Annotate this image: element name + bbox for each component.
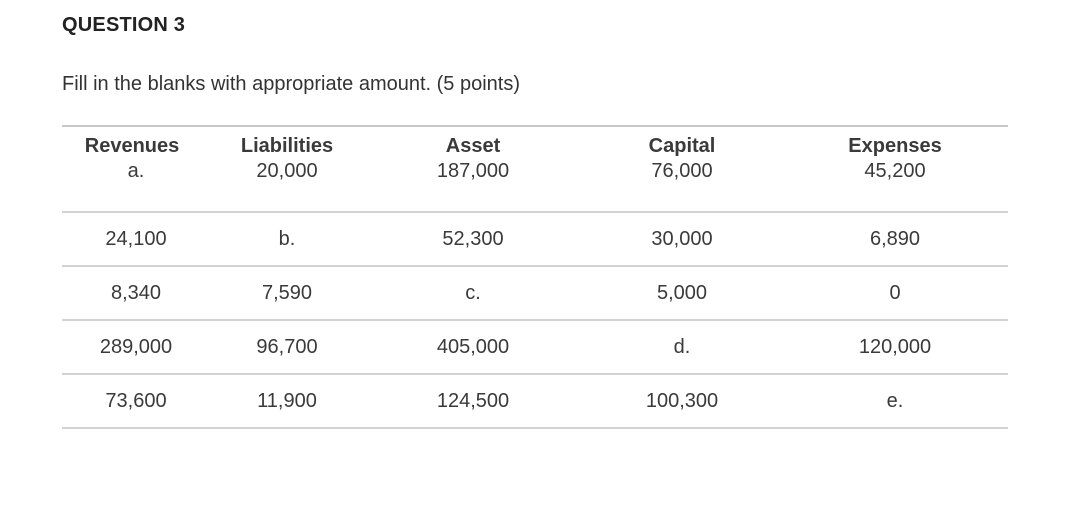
header-revenues: Revenues (84, 135, 180, 157)
table-row (62, 159, 1008, 212)
cell-expenses: 6,890 (869, 228, 921, 250)
cell-capital: d. (673, 336, 691, 358)
cell-revenues: 8,340 (110, 282, 162, 304)
accounting-table (62, 125, 1008, 429)
cell-asset: c. (465, 282, 481, 304)
question-instruction: Fill in the blanks with appropriate amount. (5 points) (62, 73, 521, 95)
cell-liabilities: 96,700 (256, 336, 318, 358)
table-row (62, 212, 1008, 266)
accounting-table-container (62, 125, 1008, 429)
cell-expenses: 45,200 (864, 160, 926, 182)
table-row (62, 320, 1008, 374)
header-liabilities: Liabilities (240, 135, 334, 157)
cell-expenses: e. (886, 390, 904, 412)
cell-revenues: 289,000 (99, 336, 173, 358)
table-row (62, 374, 1008, 428)
table-header-row (62, 126, 1008, 159)
cell-asset: 187,000 (436, 160, 510, 182)
header-capital: Capital (648, 135, 716, 157)
cell-capital: 5,000 (656, 282, 708, 304)
cell-expenses: 0 (889, 282, 901, 304)
cell-capital: 30,000 (651, 228, 713, 250)
cell-liabilities: 11,900 (257, 390, 317, 412)
cell-revenues: a. (127, 160, 145, 182)
header-asset: Asset (445, 135, 501, 157)
cell-revenues: 73,600 (105, 390, 167, 412)
question-title: QUESTION 3 (62, 14, 186, 36)
cell-expenses: 120,000 (858, 336, 932, 358)
cell-liabilities: b. (278, 228, 296, 250)
cell-asset: 52,300 (442, 228, 504, 250)
table-row (62, 266, 1008, 320)
cell-liabilities: 20,000 (256, 160, 318, 182)
cell-revenues: 24,100 (105, 228, 167, 250)
header-expenses: Expenses (848, 135, 942, 157)
cell-capital: 100,300 (645, 390, 719, 412)
cell-asset: 405,000 (436, 336, 510, 358)
cell-capital: 76,000 (651, 160, 713, 182)
cell-asset: 124,500 (436, 390, 510, 412)
cell-liabilities: 7,590 (261, 282, 313, 304)
